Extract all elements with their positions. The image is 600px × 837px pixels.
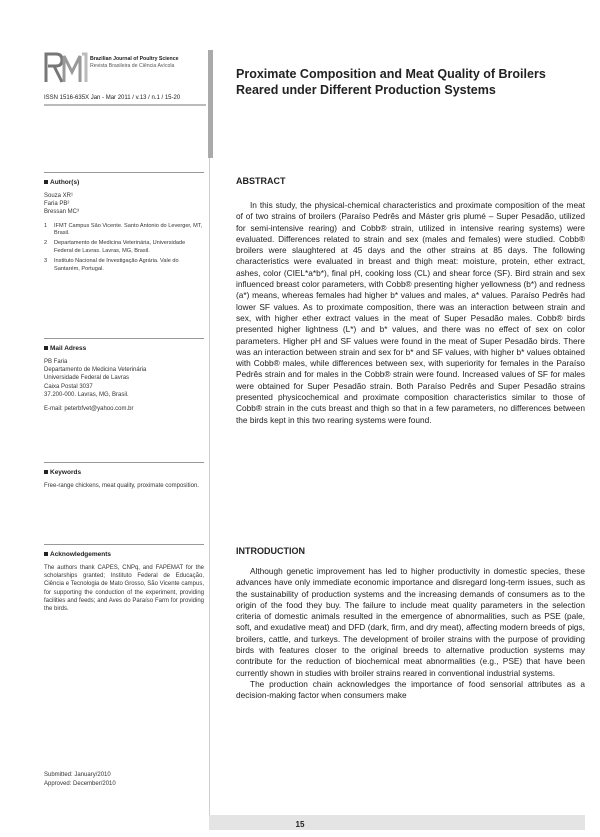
page-number: 15 [295,820,305,829]
authors-heading: Author(s) [44,172,204,186]
header-divider [44,104,206,106]
journal-name [90,56,210,70]
issn-line: ISSN 1516-635X Jan - Mar 2011 / v.13 / n.1 / 15-20 [44,95,181,101]
mail-line: 37.200-000. Lavras, MG, Brasil. [44,391,129,398]
keywords-text: Free-range chickens, meat quality, proximate composition. [44,483,199,489]
intro-paragraph: The production chain acknowledges the importance of food sensorial attributes as a decision-making factor when consumers make [236,678,585,701]
author-name: Souza XR¹ [44,193,74,199]
mail-line: Caixa Postal 3037 [44,383,93,390]
mail-line: Departamento de Medicina Veterinária [44,367,147,374]
mail-line: Universidade Federal de Lavras [44,375,130,382]
ack-text: The authors thank CAPES, CNPq, and FAPEMAT for the scholarships granted; Instituto Federal de Educação, Ciência e Tecnologia de Mato Grosso, São Vicente campus, for supporting the conduction of the experiment, providing facilities and feeds; and Aves do Paraíso Farm for providing the birds. [44,565,204,613]
abstract-section [236,176,585,426]
abstract-heading: ABSTRACT [236,176,286,186]
affiliation: 2 Departamento de Medicina Veterinária, Universidade Federal de Lavras. Lavras, MG, Brasil. [44,240,186,254]
author-name: Bressan MC³ [44,209,80,216]
affiliation: 1 IFMT Campus São Vicente. Santo Antonio do Leverger, MT, Brasil. [44,222,203,237]
introduction-heading: INTRODUCTION [236,546,305,556]
ack-heading: Acknowledgements [44,544,204,558]
journal-name-en: Brazilian Journal of Poultry Science [90,56,179,62]
abstract-text: In this study, the physical-chemical characteristics and proximate composition of the meat of of two strains of broilers (Paraíso Pedrês and Máster gris plumé – Super Pesadão, utilized for semi-intensive rearing) and Cobb® strain, utilized in intensive rearing systems) were evaluated. Differences related to strain and sex (males and females) were studied. Cobb® broilers were slaughtered at 45 days and the other strains at 85 days. The following characteristics were evaluated in breast and thigh meat: moisture, protein, ether extract, ashes, color (CIEL*a*b*), final pH, cooking loss (CL) and shear force (SF). Bird strain and sex influenced breast color parameters, with Cobb® presenting higher yellowness (b*) and redness (a*) means, whereas females had higher b* values and males, a* values. Paraíso Pedrês had lower SF values. As to proximate composition, there was an interaction between strain and sex, with higher ether extract values in the meat of Super Pesadão males. Cobb® birds presented higher lightness (L*) and b* values, and there was no effect of sex on color parameters. Higher pH and SF values were found in the meat of Super Pesadão birds. There was an interaction between strain and sex for b* and SF values, with higher b* values obtained with Cobb® males, while differences between sex, with superiority for females in the Paraíso Pedrês strain and for males in the Cobb® strain were found. Increased values of SF for males were obtained for Super Pesadão strain. Both Paraíso Pedrês and Super Pesadão strains presented physicochemical and proximate composition characteristics similar to those of Cobb® strain in the cuts breast and thigh so that in a few parameters, no differences between the birds kept in this two rearing systems were found. [236,200,585,425]
introduction-section [236,546,585,702]
keywords-heading: Keywords [44,462,204,476]
column-divider-top [208,50,213,158]
acknowledgements-section [44,544,204,613]
mail-section [44,338,204,413]
keywords-section [44,462,204,490]
paper-title: Proximate Composition and Meat Quality of Broilers Reared under Different Production Systems [236,67,546,97]
affiliation: 3 Instituto Nacional de Investigação Agrária. Vale do Santarém, Portugal. [44,257,179,272]
authors-section [44,172,204,273]
journal-logo [44,50,88,84]
journal-name-pt: Revista Brasileira de Ciência Avícola [90,63,175,69]
footer-bar [209,815,585,830]
intro-paragraph: Although genetic improvement has led to higher productivity in domestic species, these advances have only immediate economic importance and disregard long-term issues, such as the sustainability of production systems and the increasing demands of consumers as to the origin of the food they buy. The failure to include meat quality parameters in the selection criteria of domestic animals resulted in the emergence of abnormalities, such as PSE (pale, soft, and exudative meat) and DFD (dark, firm, and dry meat), affecting modern breeds of pigs, broilers, cattle, and turkeys. The development of broiler strains with the purpose of providing birds with features closer to the original breeds to alternative production systems may contribute for the reduction of biochemical meat abnormalities (e.g., PSE) that have been currently shown in studies with broiler strains reared in conventional industrial systems. [236,566,585,678]
submission-dates [44,771,116,789]
submitted-date: Submitted: January/2010 [44,772,111,778]
email-link[interactable]: E-mail: peterbfvet@yahoo.com.br [44,406,134,413]
mail-line: PB Faria [44,359,68,365]
column-divider [209,158,210,826]
mail-heading: Mail Adress [44,338,204,352]
author-name: Faria PB² [44,201,70,208]
approved-date: Approved: December/2010 [44,781,116,787]
